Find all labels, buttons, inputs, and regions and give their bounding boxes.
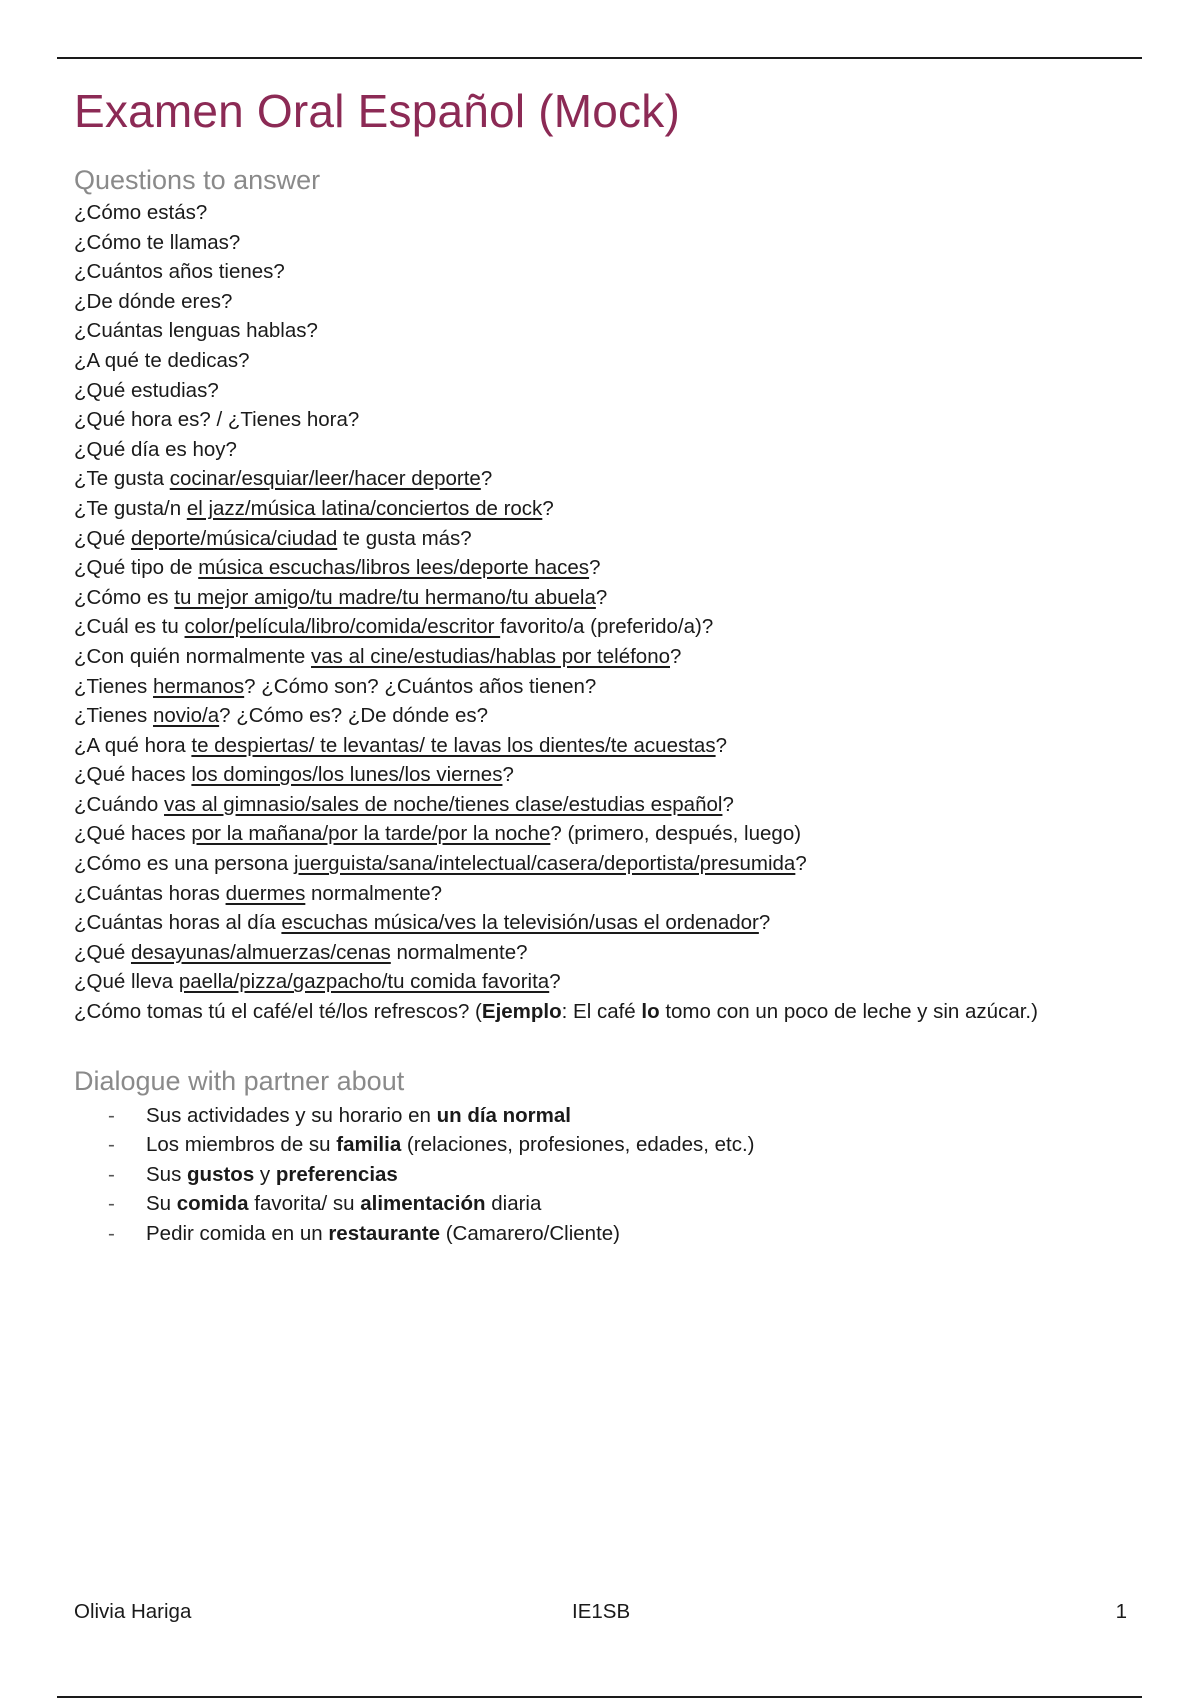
questions-heading: Questions to answer (74, 165, 321, 195)
question-item (74, 198, 1124, 228)
question-item (74, 553, 1124, 583)
question-item (74, 879, 1124, 909)
text-segment: y (254, 1162, 276, 1186)
text-segment: ¿De dónde eres? (74, 289, 233, 313)
text-segment: ? (670, 644, 682, 668)
text-segment: ¿Tienes (74, 704, 153, 728)
text-segment: ? (480, 467, 493, 491)
text-segment: ¿Qué haces (74, 763, 192, 787)
question-item (74, 672, 1124, 702)
text-segment: Sus actividades y su horario en (146, 1103, 437, 1127)
text-segment: ¿Qué día es hoy? (74, 437, 237, 461)
bullet-dash: - (108, 1192, 115, 1216)
question-item (74, 642, 1124, 672)
question-item (74, 346, 1124, 376)
dialogue-heading: Dialogue with partner about (74, 1065, 405, 1096)
text-segment: (relaciones, profesiones, edades, etc.) (401, 1133, 755, 1157)
question-item (74, 228, 1124, 258)
bold-text: alimentación (360, 1192, 486, 1216)
underlined-text: por la mañana/por la tarde/por la noche (191, 822, 551, 846)
question-item (74, 435, 1124, 465)
document-title: Examen Oral Español (Mock) (74, 85, 680, 137)
text-segment: ? (595, 585, 608, 609)
underlined-text: cocinar/esquiar/leer/hacer deporte (169, 467, 481, 491)
text-segment: diaria (485, 1192, 542, 1216)
question-item (74, 524, 1124, 554)
underlined-text: vas al cine/estudias/hablas por teléfono (311, 644, 670, 668)
underlined-text: paella/pizza/gazpacho/tu comida favorita (178, 970, 550, 994)
question-item (74, 908, 1124, 938)
text-segment: ¿Qué lleva (74, 970, 179, 994)
underlined-text: deporte/música/ciudad (130, 526, 338, 550)
bold-text: comida (176, 1192, 249, 1216)
bold-text: gustos (187, 1162, 255, 1186)
text-segment: ¿Cuántas lenguas hablas? (74, 319, 318, 343)
underlined-text: te despiertas/ te levantas/ te lavas los dientes/te acuestas (191, 733, 716, 757)
question-item (74, 464, 1124, 494)
dialogue-item (74, 1219, 1124, 1249)
text-segment: ? (542, 496, 554, 520)
question-item (74, 701, 1124, 731)
underlined-text: el jazz/música latina/conciertos de rock (186, 496, 543, 520)
text-segment: tomo con un poco de leche y sin azúcar.) (659, 1000, 1038, 1024)
underlined-text: duermes (225, 881, 306, 905)
text-segment: ? (795, 852, 807, 876)
underlined-text: escuchas música/ves la televisión/usas el ordenador (281, 911, 759, 935)
text-segment: ¿A qué te dedicas? (74, 348, 250, 372)
dialogue-item (74, 1101, 1124, 1131)
bold-text: familia (336, 1133, 402, 1157)
footer-page-number: 1 (1115, 1600, 1127, 1623)
question-item (74, 790, 1124, 820)
text-segment: Los miembros de su (146, 1133, 337, 1157)
text-segment: normalmente? (390, 940, 528, 964)
text-segment: Pedir comida en un (146, 1222, 329, 1245)
text-segment: ¿Te gusta (74, 467, 170, 491)
text-segment: ¿Cómo te llamas? (74, 230, 241, 254)
text-segment: ¿Tienes (74, 674, 153, 698)
text-segment: normalmente? (305, 881, 443, 905)
text-segment: ¿Cuántas horas (74, 881, 226, 905)
text-segment: ¿Cuántos años tienes? (74, 260, 285, 284)
text-segment: ? (549, 970, 561, 994)
question-item (74, 376, 1124, 406)
question-item (74, 316, 1124, 346)
text-segment: favorito/a (preferido/a)? (500, 615, 714, 639)
underlined-text: color/película/libro/comida/escritor (184, 615, 501, 639)
question-item (74, 494, 1124, 524)
text-segment: ? ¿Cómo son? ¿Cuántos años tienen? (244, 674, 597, 698)
bullet-dash: - (108, 1133, 115, 1157)
text-segment: ¿Cómo estás? (74, 201, 208, 224)
question-item (74, 612, 1124, 642)
document-body (74, 82, 1124, 1249)
question-item (74, 997, 1124, 1027)
footer-author: Olivia Hariga (74, 1600, 192, 1623)
underlined-text: los domingos/los lunes/los viernes (191, 763, 503, 787)
text-segment: ? (758, 911, 771, 935)
text-segment: ? (589, 556, 601, 580)
underlined-text: novio/a (153, 704, 220, 728)
bold-text: un día normal (436, 1103, 571, 1127)
question-item (74, 938, 1124, 968)
question-item (74, 760, 1124, 790)
top-rule (57, 57, 1142, 59)
text-segment: ¿Qué hora es? / ¿Tienes hora? (74, 408, 360, 432)
question-item (74, 405, 1124, 435)
dialogue-item (74, 1189, 1124, 1219)
text-segment: ¿Cuál es tu (74, 615, 185, 639)
text-segment: ¿Con quién normalmente (74, 644, 312, 668)
text-segment: ¿Cuántas horas al día (74, 911, 282, 935)
text-segment: te gusta más? (337, 526, 472, 550)
question-item (74, 583, 1124, 613)
questions-list (74, 198, 1124, 1027)
bold-text: preferencias (275, 1162, 398, 1186)
underlined-text: juerguista/sana/intelectual/casera/deportista/presumida (293, 852, 796, 876)
text-segment: Sus (146, 1162, 188, 1186)
dialogue-item (74, 1130, 1124, 1160)
underlined-text: tu mejor amigo/tu madre/tu hermano/tu abuela (174, 585, 596, 609)
underlined-text: hermanos (153, 674, 245, 698)
text-segment: ¿Cuándo (74, 792, 165, 816)
question-item (74, 967, 1124, 997)
text-segment: ¿Te gusta/n (74, 496, 187, 520)
bold-text: restaurante (328, 1222, 440, 1245)
underlined-text: desayunas/almuerzas/cenas (130, 940, 391, 964)
bullet-dash: - (108, 1222, 115, 1245)
text-segment: ? (502, 763, 514, 787)
text-segment: favorita/ su (248, 1192, 361, 1216)
text-segment: ¿Qué (74, 526, 131, 550)
text-segment: ¿A qué hora (74, 733, 192, 757)
text-segment: ? (primero, después, luego) (550, 822, 802, 846)
text-segment: ¿Qué estudias? (74, 378, 219, 402)
text-segment: ? (715, 733, 727, 757)
underlined-text: vas al gimnasio/sales de noche/tienes clase/estudias español (164, 792, 723, 816)
bottom-rule (57, 1696, 1142, 1698)
text-segment: ? ¿Cómo es? ¿De dónde es? (219, 704, 489, 728)
question-item (74, 287, 1124, 317)
page-footer (74, 1600, 1127, 1630)
text-segment: ¿Cómo es (74, 585, 175, 609)
underlined-text: música escuchas/libros lees/deporte haces (198, 556, 590, 580)
text-segment: (Camarero/Cliente) (440, 1222, 620, 1245)
dialogue-list (74, 1101, 1124, 1249)
text-segment: Su (146, 1192, 177, 1216)
question-item (74, 849, 1124, 879)
footer-class-code: IE1SB (572, 1600, 631, 1623)
text-segment: ¿Cómo tomas tú el café/el té/los refrescos? ( (74, 1000, 482, 1024)
text-segment: ¿Qué haces (74, 822, 192, 846)
bold-text: lo (641, 1000, 660, 1024)
question-item (74, 731, 1124, 761)
text-segment: ¿Qué tipo de (74, 556, 199, 580)
bullet-dash: - (108, 1103, 115, 1127)
bullet-dash: - (108, 1162, 115, 1186)
text-segment: : El café (561, 1000, 642, 1024)
dialogue-item (74, 1160, 1124, 1190)
text-segment: ¿Cómo es una persona (74, 852, 294, 876)
bold-text: Ejemplo (481, 1000, 562, 1024)
text-segment: ¿Qué (74, 940, 131, 964)
question-item (74, 257, 1124, 287)
text-segment: ? (722, 792, 734, 816)
question-item (74, 819, 1124, 849)
